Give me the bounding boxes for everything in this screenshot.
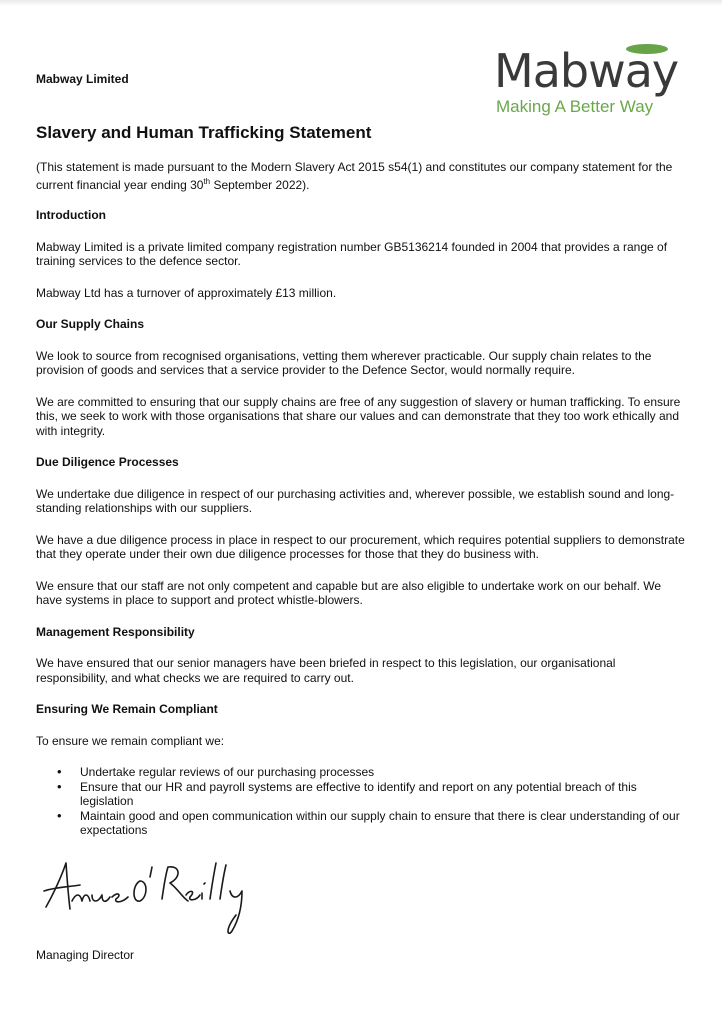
mabway-logo bbox=[494, 42, 694, 122]
intro-text-end: September 2022). bbox=[210, 177, 310, 192]
heading-supply-chains: Our Supply Chains bbox=[36, 317, 145, 331]
intro-text: (This statement is made pursuant to the Modern Slavery Act 2015 s54(1) and constitutes our company statement for the current financial year ending 30 bbox=[36, 160, 673, 192]
intro-statement bbox=[36, 160, 686, 192]
logo-tagline: Making A Better Way bbox=[496, 97, 654, 116]
paragraph: We are committed to ensuring that our supply chains are free of any suggestion of slavery or human trafficking. To ensure this, we seek to work with those organisations that share our values and can demonstrate that they too work ethically and with integrity. bbox=[36, 394, 681, 438]
handwritten-signature bbox=[40, 855, 260, 940]
paragraph: Mabway Limited is a private limited company registration number GB5136214 founded in 2004 that provides a range of training services to the defence sector. bbox=[36, 239, 668, 268]
paragraph: We have a due diligence process in place in respect to our procurement, which requires potential suppliers to demonstrate that they operate under their own due diligence processes for those that they do business with. bbox=[36, 532, 685, 561]
heading-compliance: Ensuring We Remain Compliant bbox=[36, 702, 218, 716]
compliance-lead: To ensure we remain compliant we: bbox=[36, 733, 225, 748]
paragraph: We have ensured that our senior managers have been briefed in respect to this legislation, our organisational responsibility, and what checks we are required to carry out. bbox=[36, 656, 616, 685]
document-title: Slavery and Human Trafficking Statement bbox=[36, 123, 372, 142]
page-top-edge bbox=[0, 0, 722, 6]
heading-due-diligence: Due Diligence Processes bbox=[36, 455, 179, 469]
list-item: • Undertake regular reviews of our purchasing processes bbox=[36, 765, 686, 780]
signatory-title: Managing Director bbox=[36, 948, 135, 962]
document-body bbox=[36, 122, 686, 838]
paragraph: We look to source from recognised organisations, vetting them wherever practicable. Our supply chain relates to the provision of goods and services that a service provider to the Defence Sector, would normally require. bbox=[36, 348, 652, 377]
heading-management: Management Responsibility bbox=[36, 624, 195, 639]
logo-wordmark: Mabway bbox=[494, 44, 679, 98]
company-name: Mabway Limited bbox=[36, 72, 129, 86]
list-item: • Ensure that our HR and payroll systems are effective to identify and report on any potential breach of this legislation bbox=[36, 780, 686, 809]
heading-introduction: Introduction bbox=[36, 208, 106, 222]
paragraph: We ensure that our staff are not only competent and capable but are also eligible to undertake work on our behalf. We have systems in place to support and protect whistle-blowers. bbox=[36, 578, 662, 607]
intro-superscript: th bbox=[203, 176, 211, 186]
paragraph: Mabway Ltd has a turnover of approximately £13 million. bbox=[36, 285, 337, 300]
paragraph: We undertake due diligence in respect of our purchasing activities and, wherever possible, we establish sound and long-standing relationships with our suppliers. bbox=[36, 486, 675, 515]
compliance-list bbox=[36, 765, 686, 838]
list-item: • Maintain good and open communication within our supply chain to ensure that there is clear understanding of our expectations bbox=[36, 809, 686, 838]
